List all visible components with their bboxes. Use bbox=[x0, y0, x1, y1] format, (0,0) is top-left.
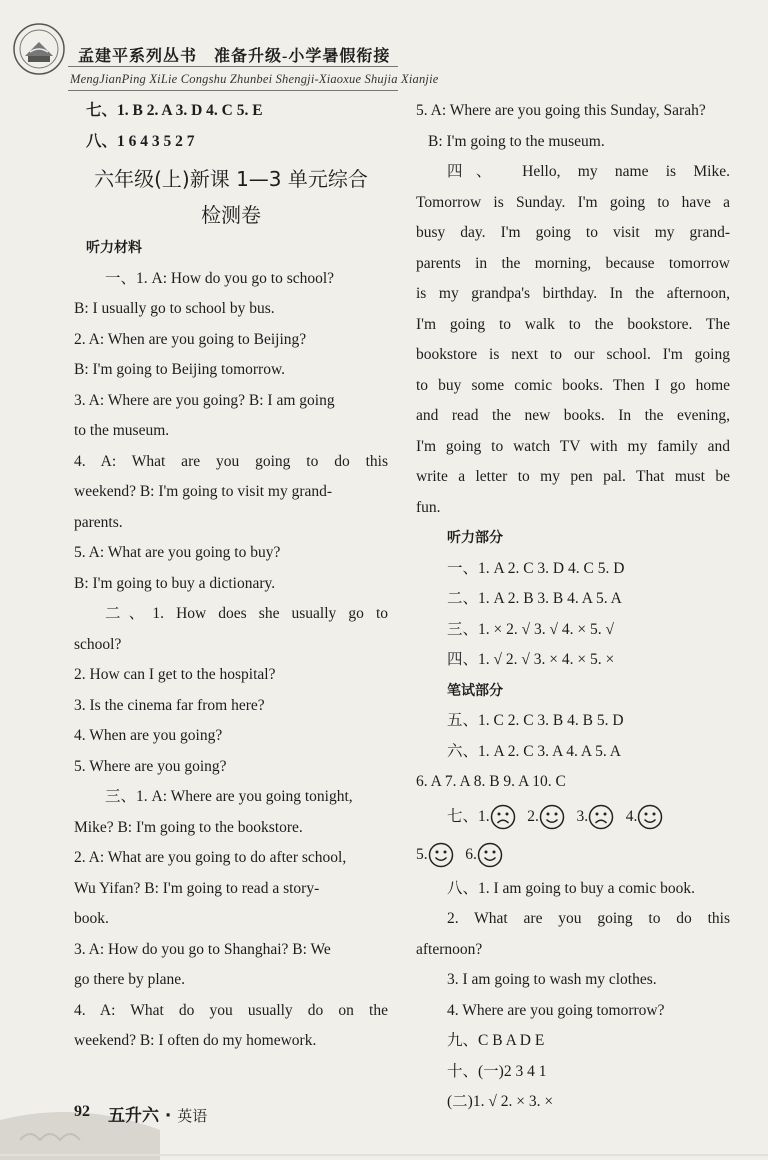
left-column bbox=[74, 96, 388, 1057]
text-line: 3. Is the cinema far from here? bbox=[74, 696, 265, 714]
section-title-line1: 六年级(上)新课 1—3 单元综合 bbox=[94, 167, 368, 191]
text-line: 2. What are you going to do this bbox=[447, 910, 730, 927]
text-line: 3. A: How do you go to Shanghai? B: We bbox=[74, 940, 331, 958]
text-line: 4. A: What are you going to do this bbox=[74, 452, 388, 470]
face-item bbox=[416, 846, 454, 863]
passage-line: 四、 Hello, my name is Mike. bbox=[447, 163, 730, 180]
face-item bbox=[527, 808, 565, 825]
passage-line: to buy some comic books. Then I go home bbox=[416, 376, 730, 394]
happy-face-icon bbox=[428, 842, 454, 868]
happy-face-icon bbox=[539, 804, 565, 830]
faces-row-2 bbox=[416, 836, 730, 874]
faces-prefix: 七、 bbox=[447, 807, 479, 825]
text-line: 3. A: Where are you going? B: I am going bbox=[74, 391, 335, 409]
text-line: Wu Yifan? B: I'm going to read a story- bbox=[74, 879, 320, 897]
happy-face-icon bbox=[477, 842, 503, 868]
page-number: 92 bbox=[74, 1103, 90, 1120]
text-line: 5. A: What are you going to buy? bbox=[74, 544, 281, 561]
text-line: 2. A: What are you going to do after school, bbox=[74, 849, 347, 866]
text-line: 八、1. I am going to buy a comic book. bbox=[447, 879, 695, 897]
footer-label: 五升六 · 英语 bbox=[108, 1106, 208, 1126]
answer-line: 五、1. C 2. C 3. B 4. B 5. D bbox=[447, 712, 624, 729]
text-line: 二、1. How does she usually go to bbox=[105, 605, 388, 622]
face-item bbox=[465, 846, 503, 863]
page-header bbox=[0, 0, 768, 96]
text-line: B: I'm going to Beijing tomorrow. bbox=[74, 361, 286, 378]
footer-subject: 英语 bbox=[177, 1107, 208, 1125]
passage-line: I'm going to walk to the bookstore. The bbox=[416, 315, 730, 333]
passage-line: busy day. I'm going to visit my grand- bbox=[416, 224, 730, 241]
text-line: 2. How can I get to the hospital? bbox=[74, 666, 276, 683]
text-line: parents. bbox=[74, 513, 123, 531]
text-line: 3. I am going to wash my clothes. bbox=[447, 971, 657, 988]
text-line: weekend? B: I often do my homework. bbox=[74, 1032, 317, 1049]
listening-material-label: 听力材料 bbox=[86, 240, 142, 256]
text-line: 2. A: When are you going to Beijing? bbox=[74, 330, 307, 348]
faces-row-1 bbox=[416, 798, 730, 836]
text-line: to the museum. bbox=[74, 422, 170, 439]
passage-line: Tomorrow is Sunday. I'm going to have a bbox=[416, 193, 730, 211]
passage-line: and read the new books. In the evening, bbox=[416, 407, 730, 424]
text-line: afternoon? bbox=[416, 940, 483, 958]
text-line: weekend? B: I'm going to visit my grand- bbox=[74, 483, 333, 500]
answer-line-ba: 八、1 6 4 3 5 2 7 bbox=[86, 132, 195, 150]
text-line: B: I'm going to buy a dictionary. bbox=[74, 574, 276, 592]
happy-face-icon bbox=[637, 804, 663, 830]
footer-grade: 五升六 bbox=[108, 1106, 159, 1126]
passage-line: I'm going to watch TV with my family and bbox=[416, 437, 730, 455]
face-label: 1. bbox=[478, 807, 490, 825]
text-line: 5. A: Where are you going this Sunday, Sarah? bbox=[416, 102, 706, 119]
answer-line: 四、1. √ 2. √ 3. × 4. × 5. × bbox=[447, 651, 615, 668]
passage-line: bookstore is next to our school. I'm going bbox=[416, 346, 730, 363]
sad-face-icon bbox=[588, 804, 614, 830]
text-line: Mike? B: I'm going to the bookstore. bbox=[74, 818, 303, 836]
section-title-line2: 检测卷 bbox=[201, 203, 261, 227]
text-line: B: I'm going to the museum. bbox=[428, 132, 605, 150]
text-line: 4. A: What do you usually do on the bbox=[74, 1001, 388, 1019]
face-label: 2. bbox=[527, 807, 539, 825]
face-item bbox=[626, 808, 664, 825]
series-name: 孟建平系列丛书 bbox=[78, 48, 198, 65]
answer-line-shi-2: (二)1. √ 2. × 3. × bbox=[447, 1093, 554, 1110]
book-title: 准备升级-小学暑假衔接 bbox=[214, 48, 391, 65]
face-item bbox=[478, 808, 516, 825]
passage-line: is my grandpa's birthday. In the afternoon, bbox=[416, 285, 730, 302]
book-title-pinyin: MengJianPing XiLie Congshu Zhunbei Shengji-Xiaoxue Shujia Xianjie bbox=[70, 72, 439, 86]
text-line: go there by plane. bbox=[74, 971, 186, 988]
text-line: school? bbox=[74, 635, 122, 653]
text-line: B: I usually go to school by bus. bbox=[74, 300, 275, 317]
text-line: 4. When are you going? bbox=[74, 727, 223, 744]
answer-line: 六、1. A 2. C 3. A 4. A 5. A bbox=[447, 742, 621, 760]
answer-line: 三、1. × 2. √ 3. √ 4. × 5. √ bbox=[447, 620, 615, 638]
text-line: 5. Where are you going? bbox=[74, 757, 227, 775]
series-logo-icon bbox=[12, 22, 66, 76]
answer-line-shi-1: 十、(一)2 3 4 1 bbox=[447, 1062, 547, 1080]
text-line: 一、1. A: How do you go to school? bbox=[105, 269, 335, 287]
face-label: 3. bbox=[576, 807, 589, 825]
face-label: 4. bbox=[625, 807, 638, 825]
face-label: 6. bbox=[465, 845, 477, 863]
header-rule-bottom bbox=[68, 90, 398, 91]
text-line: book. bbox=[74, 910, 109, 927]
text-line: 三、1. A: Where are you going tonight, bbox=[105, 788, 353, 805]
answer-line: 一、1. A 2. C 3. D 4. C 5. D bbox=[447, 559, 625, 577]
answer-line: 二、1. A 2. B 3. B 4. A 5. A bbox=[447, 590, 622, 607]
passage-line: fun. bbox=[416, 498, 441, 516]
face-item bbox=[577, 808, 615, 825]
listening-part-label: 听力部分 bbox=[447, 530, 503, 546]
answer-line-jiu: 九、C B A D E bbox=[447, 1032, 545, 1049]
answer-line: 6. A 7. A 8. B 9. A 10. C bbox=[416, 773, 566, 790]
sad-face-icon bbox=[490, 804, 516, 830]
header-rule-top bbox=[68, 66, 398, 67]
passage-line: write a letter to my pen pal. That must be bbox=[416, 468, 730, 485]
passage-line: parents in the morning, because tomorrow bbox=[416, 254, 730, 272]
face-label: 5. bbox=[416, 845, 428, 863]
answer-line-qi: 七、1. B 2. A 3. D 4. C 5. E bbox=[86, 102, 263, 119]
written-part-label: 笔试部分 bbox=[447, 682, 503, 699]
right-column bbox=[416, 96, 730, 1118]
text-line: 4. Where are you going tomorrow? bbox=[447, 1001, 665, 1019]
